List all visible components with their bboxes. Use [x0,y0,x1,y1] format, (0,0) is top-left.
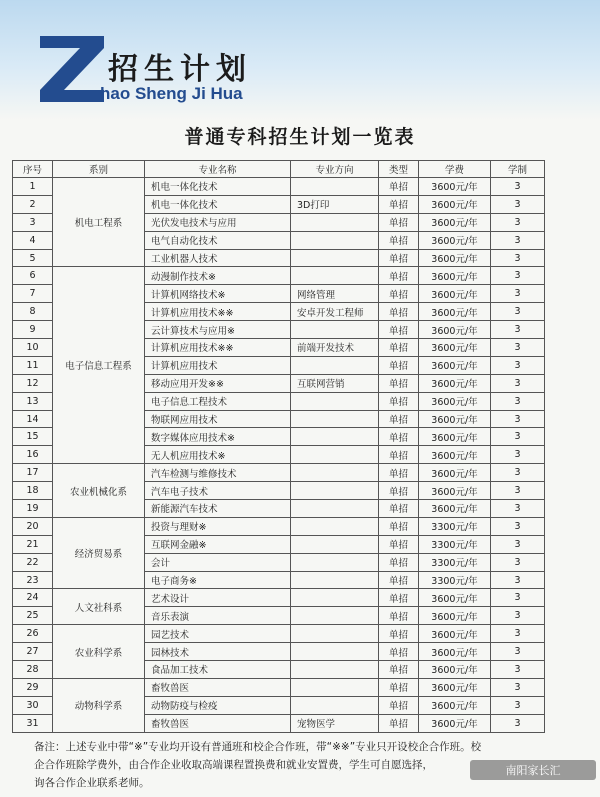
cell-major: 音乐表演 [145,607,291,625]
cell-type: 单招 [379,410,419,428]
cell-major: 互联网金融※ [145,535,291,553]
cell-years: 3 [491,339,545,357]
cell-type: 单招 [379,339,419,357]
cell-years: 3 [491,661,545,679]
cell-direction [291,553,379,571]
cell-major: 云计算技术与应用※ [145,321,291,339]
cell-years: 3 [491,607,545,625]
cell-direction [291,464,379,482]
table-row [13,589,545,607]
cell-direction [291,643,379,661]
column-header: 专业名称 [145,161,291,178]
cell-fee: 3600元/年 [419,607,491,625]
cell-type: 单招 [379,643,419,661]
cell-fee: 3600元/年 [419,231,491,249]
cell-direction [291,607,379,625]
cell-major: 计算机应用技术※※ [145,303,291,321]
cell-fee: 3300元/年 [419,553,491,571]
cell-fee: 3600元/年 [419,500,491,518]
column-header: 学制 [491,161,545,178]
cell-direction [291,571,379,589]
cell-fee: 3600元/年 [419,195,491,213]
cell-department: 电子信息工程系 [53,267,145,464]
cell-major: 投资与理财※ [145,517,291,535]
cell-years: 3 [491,464,545,482]
cell-years: 3 [491,500,545,518]
cell-years: 3 [491,356,545,374]
cell-type: 单招 [379,195,419,213]
cell-years: 3 [491,643,545,661]
cell-type: 单招 [379,553,419,571]
cell-major: 计算机应用技术※※ [145,339,291,357]
cell-major: 物联网应用技术 [145,410,291,428]
cell-direction: 网络管理 [291,285,379,303]
cell-type: 单招 [379,661,419,679]
cell-number: 1 [13,178,53,196]
cell-number: 3 [13,213,53,231]
cell-major: 新能源汽车技术 [145,500,291,518]
cell-major: 食品加工技术 [145,661,291,679]
cell-type: 单招 [379,714,419,732]
column-header: 序号 [13,161,53,178]
cell-type: 单招 [379,178,419,196]
cell-fee: 3600元/年 [419,321,491,339]
cell-years: 3 [491,428,545,446]
cell-direction [291,428,379,446]
cell-number: 6 [13,267,53,285]
cell-type: 单招 [379,285,419,303]
cell-years: 3 [491,392,545,410]
cell-direction [291,535,379,553]
cell-fee: 3600元/年 [419,249,491,267]
table-row [13,517,545,535]
cell-type: 单招 [379,696,419,714]
table-row [13,625,545,643]
cell-years: 3 [491,571,545,589]
cell-years: 3 [491,517,545,535]
cell-major: 园艺技术 [145,625,291,643]
cell-direction [291,625,379,643]
cell-direction [291,696,379,714]
cell-major: 光伏发电技术与应用 [145,213,291,231]
cell-department: 经济贸易系 [53,517,145,589]
cell-years: 3 [491,678,545,696]
z-logo-icon [36,32,108,106]
cell-number: 2 [13,195,53,213]
cell-type: 单招 [379,213,419,231]
cell-direction [291,213,379,231]
table-row [13,178,545,196]
cell-fee: 3600元/年 [419,178,491,196]
cell-years: 3 [491,446,545,464]
cell-type: 单招 [379,464,419,482]
cell-major: 工业机器人技术 [145,249,291,267]
cell-fee: 3600元/年 [419,339,491,357]
cell-direction [291,517,379,535]
cell-number: 7 [13,285,53,303]
cell-type: 单招 [379,482,419,500]
cell-direction [291,589,379,607]
cell-years: 3 [491,195,545,213]
cell-fee: 3300元/年 [419,571,491,589]
cell-direction [291,410,379,428]
cell-fee: 3600元/年 [419,625,491,643]
cell-major: 移动应用开发※※ [145,374,291,392]
cell-number: 28 [13,661,53,679]
cell-number: 15 [13,428,53,446]
cell-major: 机电一体化技术 [145,178,291,196]
cell-fee: 3600元/年 [419,482,491,500]
cell-years: 3 [491,482,545,500]
cell-number: 9 [13,321,53,339]
cell-number: 26 [13,625,53,643]
cell-number: 5 [13,249,53,267]
cell-type: 单招 [379,231,419,249]
cell-years: 3 [491,321,545,339]
cell-type: 单招 [379,303,419,321]
cell-type: 单招 [379,374,419,392]
table-row [13,678,545,696]
cell-department: 动物科学系 [53,678,145,732]
cell-major: 机电一体化技术 [145,195,291,213]
cell-type: 单招 [379,267,419,285]
cell-type: 单招 [379,625,419,643]
cell-major: 计算机应用技术 [145,356,291,374]
cell-major: 计算机网络技术※ [145,285,291,303]
cell-direction [291,249,379,267]
cell-fee: 3600元/年 [419,285,491,303]
cell-number: 4 [13,231,53,249]
cell-years: 3 [491,625,545,643]
cell-type: 单招 [379,517,419,535]
cell-years: 3 [491,285,545,303]
cell-number: 30 [13,696,53,714]
cell-major: 会计 [145,553,291,571]
cell-years: 3 [491,213,545,231]
cell-major: 电子信息工程技术 [145,392,291,410]
note-line: 企合作班除学费外，由合作企业收取高端课程置换费和就业安置费，学生可自愿选择， [34,759,433,771]
cell-number: 23 [13,571,53,589]
cell-number: 27 [13,643,53,661]
cell-fee: 3300元/年 [419,517,491,535]
cell-number: 21 [13,535,53,553]
cell-fee: 3600元/年 [419,267,491,285]
cell-years: 3 [491,553,545,571]
cell-type: 单招 [379,249,419,267]
cell-fee: 3600元/年 [419,643,491,661]
cell-direction [291,267,379,285]
cell-years: 3 [491,267,545,285]
cell-direction [291,482,379,500]
cell-number: 18 [13,482,53,500]
table-body [13,178,545,733]
cell-number: 20 [13,517,53,535]
cell-fee: 3600元/年 [419,392,491,410]
column-header: 系别 [53,161,145,178]
header-pinyin: hao Sheng Ji Hua [100,84,243,103]
column-header: 学费 [419,161,491,178]
cell-major: 电子商务※ [145,571,291,589]
cell-number: 14 [13,410,53,428]
cell-type: 单招 [379,356,419,374]
table-row [13,267,545,285]
cell-years: 3 [491,589,545,607]
cell-major: 艺术设计 [145,589,291,607]
cell-years: 3 [491,535,545,553]
cell-years: 3 [491,178,545,196]
cell-department: 人文社科系 [53,589,145,625]
cell-major: 汽车电子技术 [145,482,291,500]
cell-fee: 3600元/年 [419,428,491,446]
cell-major: 无人机应用技术※ [145,446,291,464]
cell-fee: 3600元/年 [419,661,491,679]
cell-years: 3 [491,714,545,732]
cell-direction [291,321,379,339]
cell-number: 8 [13,303,53,321]
cell-number: 11 [13,356,53,374]
note-line: 备注：上述专业中带“※”专业均开设有普通班和校企合作班，带“※※”专业只开设校企合作班。校 [34,741,482,753]
cell-years: 3 [491,249,545,267]
header-title: 招生计划 [108,52,252,87]
cell-major: 动漫制作技术※ [145,267,291,285]
cell-fee: 3600元/年 [419,356,491,374]
column-header: 专业方向 [291,161,379,178]
cell-type: 单招 [379,535,419,553]
cell-department: 机电工程系 [53,178,145,267]
cell-fee: 3600元/年 [419,374,491,392]
cell-type: 单招 [379,392,419,410]
cell-direction [291,678,379,696]
cell-number: 31 [13,714,53,732]
cell-type: 单招 [379,321,419,339]
table-header-row [13,161,545,178]
cell-direction [291,446,379,464]
cell-direction: 宠物医学 [291,714,379,732]
cell-direction [291,392,379,410]
cell-years: 3 [491,374,545,392]
cell-direction [291,178,379,196]
column-header: 类型 [379,161,419,178]
cell-number: 24 [13,589,53,607]
cell-number: 10 [13,339,53,357]
cell-direction [291,500,379,518]
cell-major: 园林技术 [145,643,291,661]
cell-direction: 前端开发技术 [291,339,379,357]
enrollment-plan-table [12,160,545,733]
cell-years: 3 [491,303,545,321]
cell-number: 22 [13,553,53,571]
cell-type: 单招 [379,678,419,696]
cell-fee: 3600元/年 [419,213,491,231]
cell-fee: 3600元/年 [419,303,491,321]
cell-type: 单招 [379,571,419,589]
cell-type: 单招 [379,607,419,625]
cell-direction [291,231,379,249]
cell-direction: 安卓开发工程师 [291,303,379,321]
cell-direction: 互联网营销 [291,374,379,392]
document-title: 普通专科招生计划一览表 [184,126,416,148]
cell-type: 单招 [379,589,419,607]
cell-number: 17 [13,464,53,482]
cell-fee: 3600元/年 [419,714,491,732]
cell-fee: 3600元/年 [419,446,491,464]
cell-years: 3 [491,231,545,249]
cell-years: 3 [491,410,545,428]
cell-direction [291,356,379,374]
cell-number: 16 [13,446,53,464]
cell-number: 29 [13,678,53,696]
cell-direction: 3D打印 [291,195,379,213]
cell-type: 单招 [379,500,419,518]
cell-major: 畜牧兽医 [145,678,291,696]
cell-major: 动物防疫与检疫 [145,696,291,714]
cell-number: 12 [13,374,53,392]
cell-major: 畜牧兽医 [145,714,291,732]
cell-number: 19 [13,500,53,518]
cell-number: 25 [13,607,53,625]
cell-direction [291,661,379,679]
cell-fee: 3600元/年 [419,410,491,428]
watermark: 南阳家长汇 [470,760,596,780]
table-row [13,464,545,482]
cell-department: 农业机械化系 [53,464,145,518]
note-line: 询各合作企业联系老师。 [34,777,150,789]
cell-major: 数字媒体应用技术※ [145,428,291,446]
cell-major: 汽车检测与维修技术 [145,464,291,482]
cell-number: 13 [13,392,53,410]
cell-type: 单招 [379,428,419,446]
cell-fee: 3600元/年 [419,696,491,714]
cell-fee: 3600元/年 [419,678,491,696]
cell-fee: 3600元/年 [419,464,491,482]
cell-fee: 3300元/年 [419,535,491,553]
cell-fee: 3600元/年 [419,589,491,607]
cell-department: 农业科学系 [53,625,145,679]
cell-major: 电气自动化技术 [145,231,291,249]
cell-type: 单招 [379,446,419,464]
cell-years: 3 [491,696,545,714]
